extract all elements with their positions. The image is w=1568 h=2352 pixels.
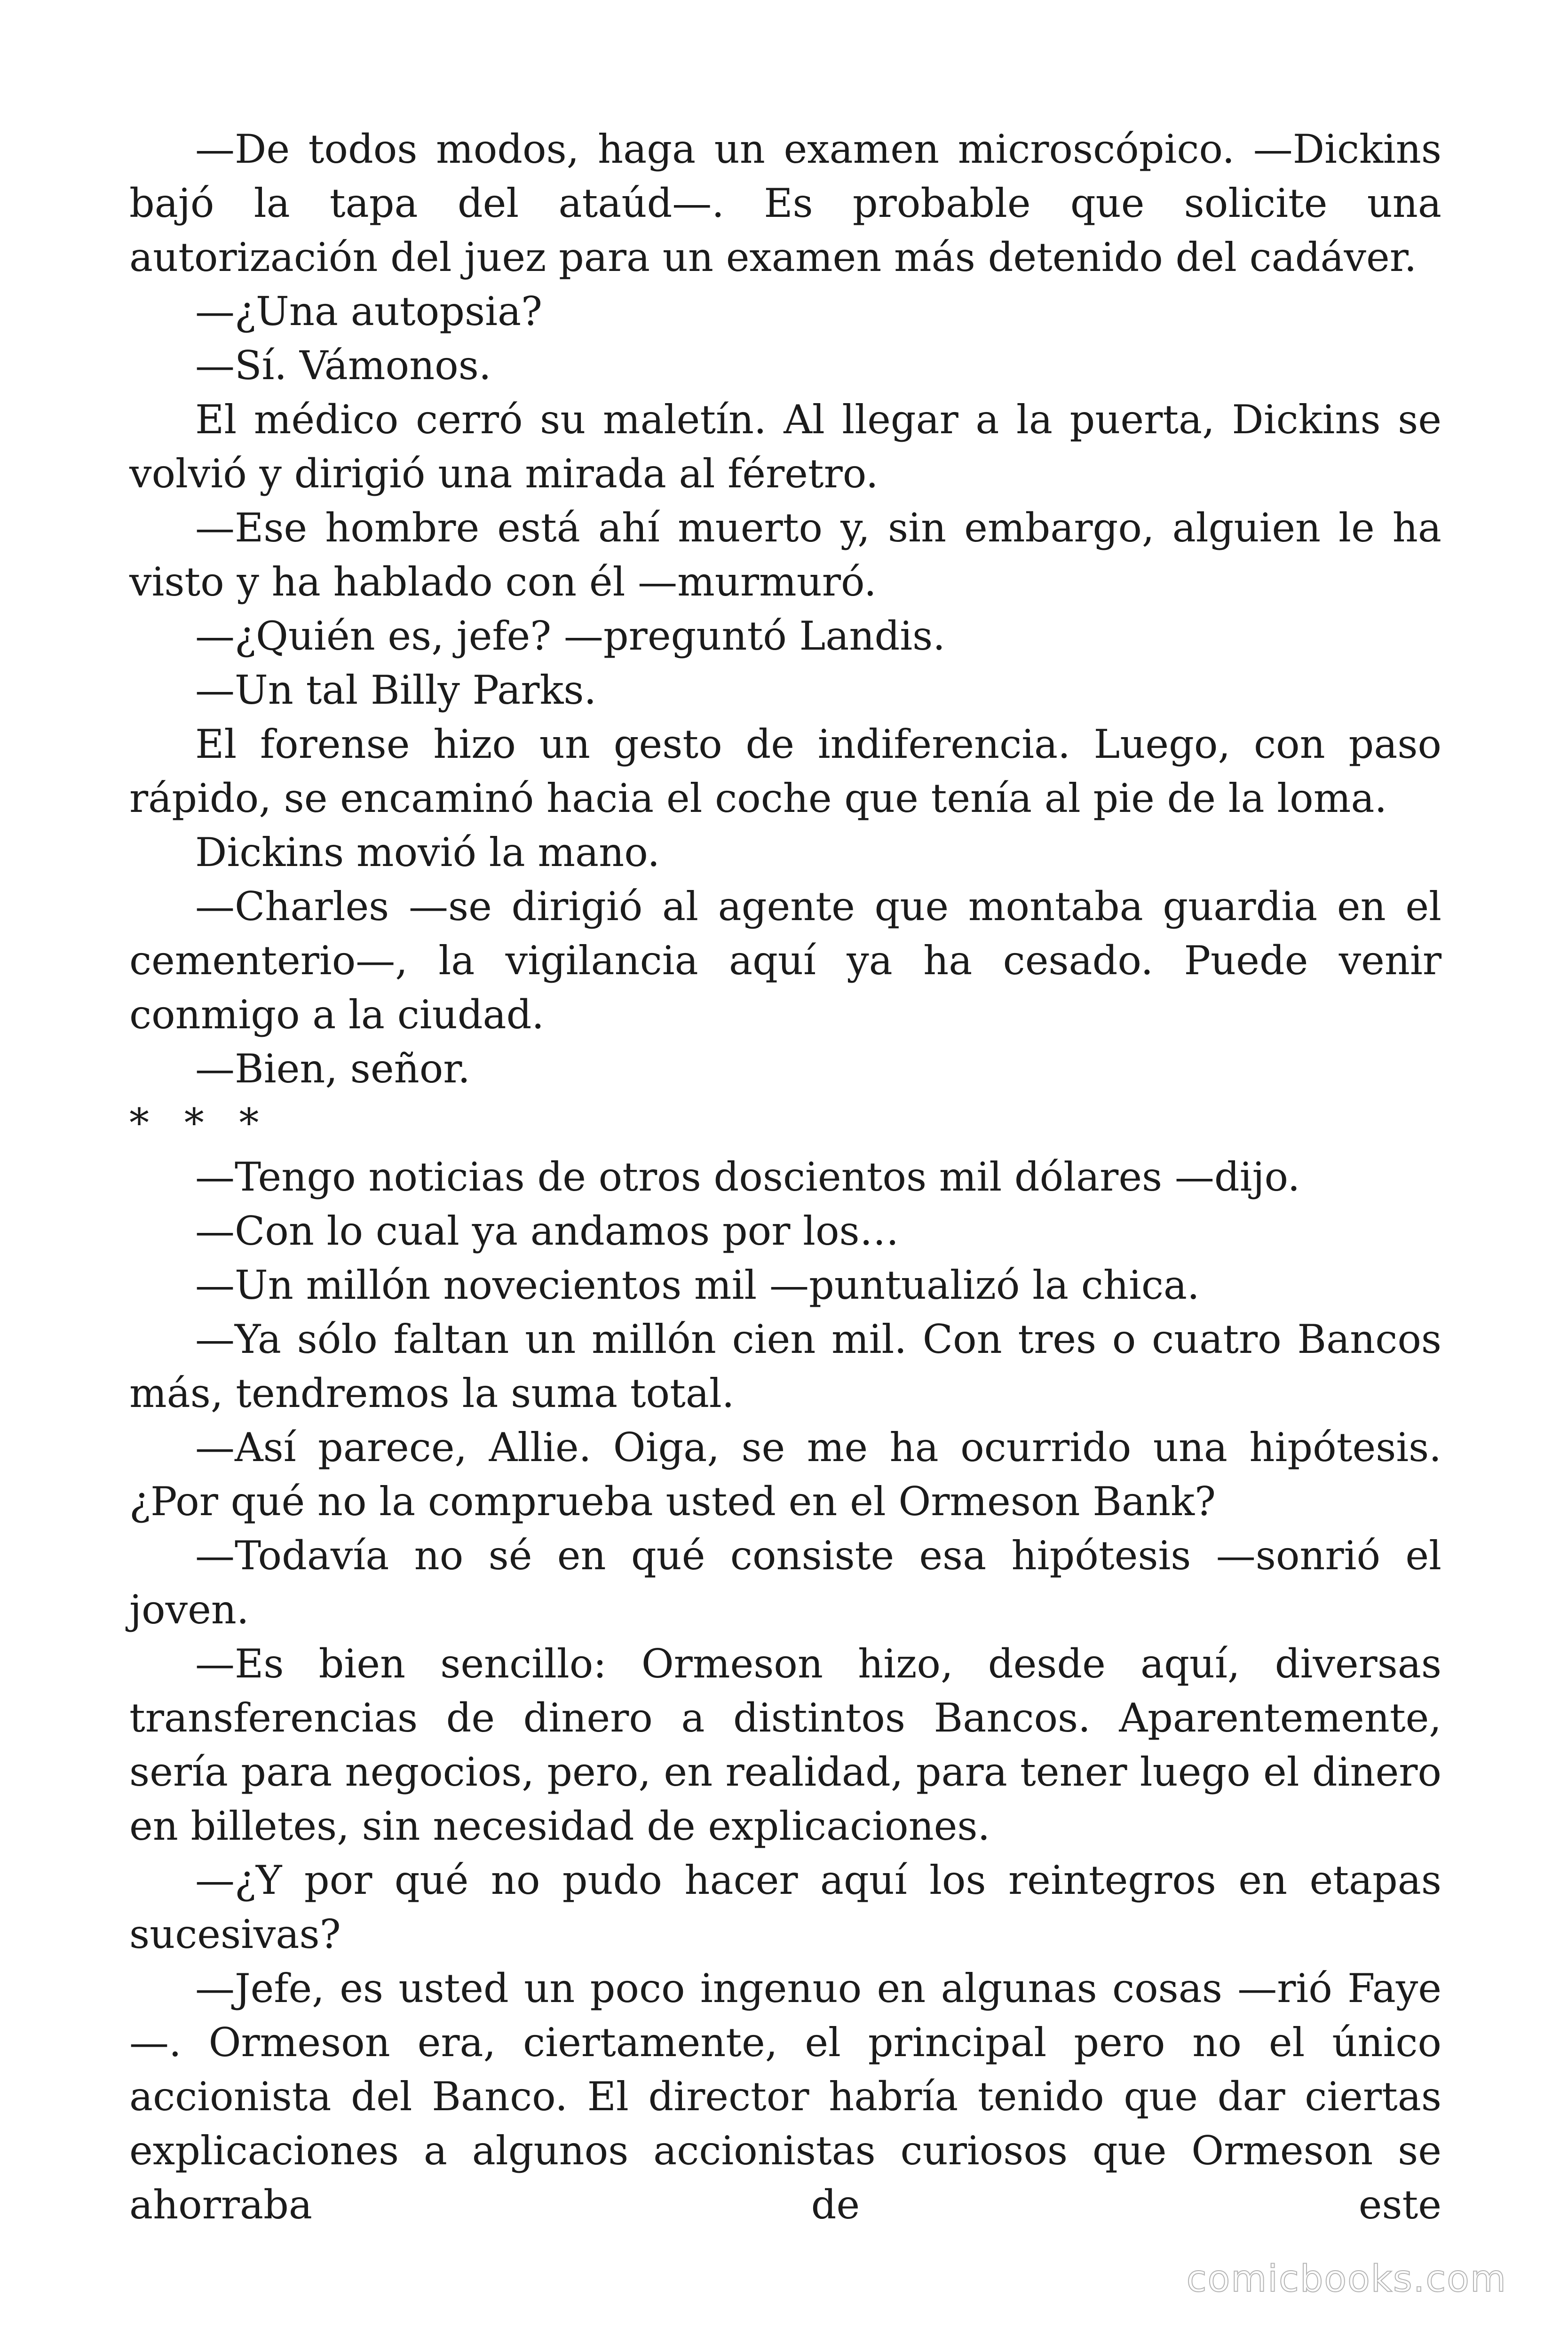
book-page: [129, 122, 1441, 2232]
paragraph: El médico cerró su maletín. Al llegar a la puerta, Dickins se volvió y dirigió una mirada al féretro.: [129, 397, 1441, 497]
paragraph: —Charles —se dirigió al agente que montaba guardia en el cementerio—, la vigilancia aquí ya ha cesado. Puede venir conmigo a la ciudad.: [129, 883, 1441, 1038]
paragraph: —Bien, señor.: [195, 1046, 470, 1092]
paragraph: —Ya sólo faltan un millón cien mil. Con tres o cuatro Bancos más, tendremos la suma total.: [129, 1316, 1441, 1416]
paragraph: —¿Quién es, jefe? —preguntó Landis.: [195, 613, 945, 659]
paragraph: —Ese hombre está ahí muerto y, sin embargo, alguien le ha visto y ha hablado con él —murmuró.: [129, 505, 1441, 605]
paragraph: —Jefe, es usted un poco ingenuo en algunas cosas —rió Faye—. Ormeson era, ciertamente, el principal pero no el único accionista del Banco. El director habría tenido que dar ciertas explicaciones a algunos accionistas curiosos que Ormeson se ahorraba de este: [129, 1965, 1441, 2228]
paragraph: —Todavía no sé en qué consiste esa hipótesis —sonrió el joven.: [129, 1533, 1441, 1633]
paragraph: Dickins movió la mano.: [195, 829, 660, 875]
paragraph: —Así parece, Allie. Oiga, se me ha ocurrido una hipótesis. ¿Por qué no la comprueba usted en el Ormeson Bank?: [129, 1424, 1441, 1525]
section-separator: * * *: [129, 1100, 270, 1146]
paragraph: —Un tal Billy Parks.: [195, 667, 597, 713]
paragraph: —Un millón novecientos mil —puntualizó la chica.: [195, 1262, 1200, 1308]
paragraph: —Tengo noticias de otros doscientos mil dólares —dijo.: [195, 1154, 1300, 1200]
paragraph: —De todos modos, haga un examen microscópico. —Dickins bajó la tapa del ataúd—. Es probable que solicite una autorización del juez para un examen más detenido del cadáver.: [129, 126, 1441, 280]
paragraph: —¿Una autopsia?: [195, 288, 543, 334]
site-watermark: comicbooks.com: [1186, 2258, 1507, 2300]
paragraph: —Con lo cual ya andamos por los…: [195, 1208, 899, 1254]
paragraph: —Sí. Vámonos.: [195, 342, 491, 389]
paragraph: —Es bien sencillo: Ormeson hizo, desde aquí, diversas transferencias de dinero a distintos Bancos. Aparentemente, sería para negocios, pero, en realidad, para tener luego el dinero en billetes, sin necesidad de explicaciones.: [129, 1641, 1441, 1849]
paragraph: El forense hizo un gesto de indiferencia. Luego, con paso rápido, se encaminó hacia el coche que tenía al pie de la loma.: [129, 721, 1441, 821]
paragraph: —¿Y por qué no pudo hacer aquí los reintegros en etapas sucesivas?: [129, 1857, 1441, 1957]
